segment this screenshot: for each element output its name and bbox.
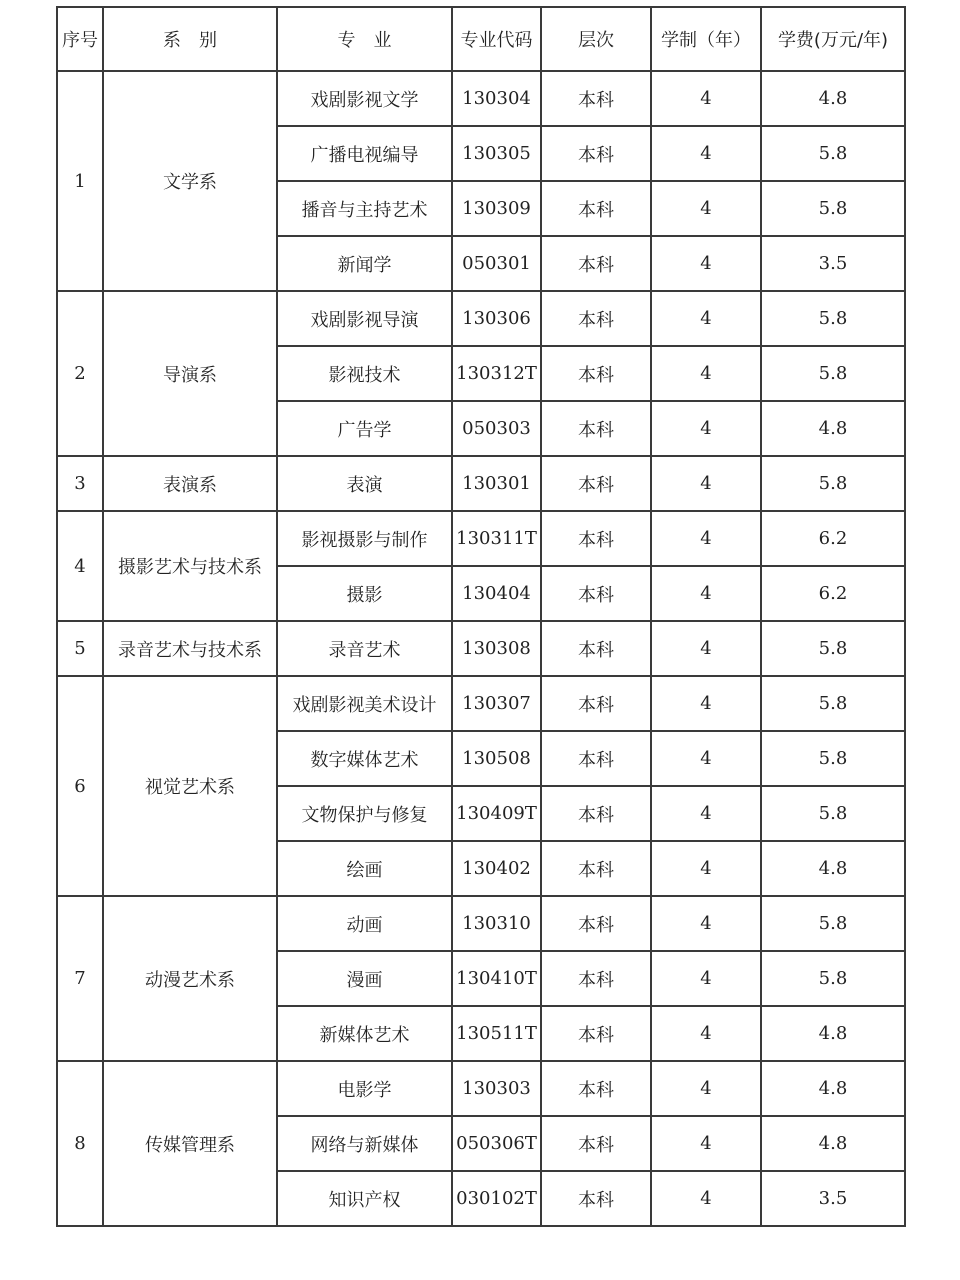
department-name: 传媒管理系: [103, 1061, 277, 1226]
major-name: 播音与主持艺术: [277, 181, 452, 236]
major-code: 130311T: [452, 511, 541, 566]
department-number: 3: [57, 456, 103, 511]
header-code: 专业代码: [452, 7, 541, 71]
major-name: 影视技术: [277, 346, 452, 401]
degree-level: 本科: [541, 896, 651, 951]
degree-level: 本科: [541, 566, 651, 621]
table-row: [57, 621, 905, 676]
study-years: 4: [651, 291, 761, 346]
fee-table: [56, 6, 906, 1227]
major-code: 130306: [452, 291, 541, 346]
study-years: 4: [651, 731, 761, 786]
major-code: 130305: [452, 126, 541, 181]
table-row: [57, 456, 905, 511]
major-name: 网络与新媒体: [277, 1116, 452, 1171]
department-number: 7: [57, 896, 103, 1061]
table-body: [57, 71, 905, 1226]
tuition-fee: 5.8: [761, 896, 905, 951]
degree-level: 本科: [541, 1171, 651, 1226]
major-code: 050301: [452, 236, 541, 291]
major-name: 戏剧影视导演: [277, 291, 452, 346]
major-name: 动画: [277, 896, 452, 951]
tuition-fee: 4.8: [761, 1116, 905, 1171]
major-name: 新闻学: [277, 236, 452, 291]
header-major: 专 业: [277, 7, 452, 71]
department-name: 文学系: [103, 71, 277, 291]
degree-level: 本科: [541, 511, 651, 566]
study-years: 4: [651, 1116, 761, 1171]
study-years: 4: [651, 1061, 761, 1116]
major-name: 数字媒体艺术: [277, 731, 452, 786]
tuition-fee: 5.8: [761, 291, 905, 346]
major-code: 050303: [452, 401, 541, 456]
tuition-fee: 5.8: [761, 126, 905, 181]
degree-level: 本科: [541, 126, 651, 181]
fee-table-container: [56, 6, 906, 1227]
major-code: 130404: [452, 566, 541, 621]
table-row: [57, 291, 905, 346]
header-level: 层次: [541, 7, 651, 71]
major-name: 戏剧影视文学: [277, 71, 452, 126]
department-name: 视觉艺术系: [103, 676, 277, 896]
major-code: 130304: [452, 71, 541, 126]
major-name: 漫画: [277, 951, 452, 1006]
header-years: 学制（年）: [651, 7, 761, 71]
major-code: 130301: [452, 456, 541, 511]
tuition-fee: 5.8: [761, 731, 905, 786]
tuition-fee: 5.8: [761, 621, 905, 676]
tuition-fee: 3.5: [761, 1171, 905, 1226]
major-name: 文物保护与修复: [277, 786, 452, 841]
study-years: 4: [651, 511, 761, 566]
major-code: 130307: [452, 676, 541, 731]
major-code: 130402: [452, 841, 541, 896]
tuition-fee: 5.8: [761, 181, 905, 236]
major-code: 130309: [452, 181, 541, 236]
study-years: 4: [651, 1006, 761, 1061]
tuition-fee: 4.8: [761, 401, 905, 456]
table-row: [57, 511, 905, 566]
tuition-fee: 4.8: [761, 841, 905, 896]
degree-level: 本科: [541, 456, 651, 511]
department-name: 摄影艺术与技术系: [103, 511, 277, 621]
study-years: 4: [651, 1171, 761, 1226]
header-num: 序号: [57, 7, 103, 71]
major-code: 130312T: [452, 346, 541, 401]
header-dept: 系 别: [103, 7, 277, 71]
major-code: 130410T: [452, 951, 541, 1006]
major-code: 050306T: [452, 1116, 541, 1171]
degree-level: 本科: [541, 291, 651, 346]
major-name: 摄影: [277, 566, 452, 621]
major-name: 录音艺术: [277, 621, 452, 676]
degree-level: 本科: [541, 621, 651, 676]
major-code: 130303: [452, 1061, 541, 1116]
tuition-fee: 4.8: [761, 71, 905, 126]
major-name: 知识产权: [277, 1171, 452, 1226]
study-years: 4: [651, 126, 761, 181]
study-years: 4: [651, 621, 761, 676]
major-name: 绘画: [277, 841, 452, 896]
department-number: 6: [57, 676, 103, 896]
degree-level: 本科: [541, 841, 651, 896]
study-years: 4: [651, 841, 761, 896]
study-years: 4: [651, 566, 761, 621]
table-row: [57, 896, 905, 951]
major-code: 130511T: [452, 1006, 541, 1061]
header-row: [57, 7, 905, 71]
major-code: 130508: [452, 731, 541, 786]
degree-level: 本科: [541, 951, 651, 1006]
study-years: 4: [651, 181, 761, 236]
degree-level: 本科: [541, 401, 651, 456]
department-number: 8: [57, 1061, 103, 1226]
department-name: 导演系: [103, 291, 277, 456]
major-name: 戏剧影视美术设计: [277, 676, 452, 731]
department-number: 5: [57, 621, 103, 676]
major-name: 广告学: [277, 401, 452, 456]
tuition-fee: 3.5: [761, 236, 905, 291]
major-name: 新媒体艺术: [277, 1006, 452, 1061]
study-years: 4: [651, 786, 761, 841]
department-number: 2: [57, 291, 103, 456]
tuition-fee: 5.8: [761, 346, 905, 401]
degree-level: 本科: [541, 71, 651, 126]
major-name: 影视摄影与制作: [277, 511, 452, 566]
table-row: [57, 676, 905, 731]
major-name: 广播电视编导: [277, 126, 452, 181]
study-years: 4: [651, 236, 761, 291]
tuition-fee: 4.8: [761, 1061, 905, 1116]
department-name: 录音艺术与技术系: [103, 621, 277, 676]
tuition-fee: 4.8: [761, 1006, 905, 1061]
department-name: 表演系: [103, 456, 277, 511]
major-code: 130308: [452, 621, 541, 676]
degree-level: 本科: [541, 786, 651, 841]
major-code: 130409T: [452, 786, 541, 841]
major-name: 电影学: [277, 1061, 452, 1116]
table-row: [57, 1061, 905, 1116]
degree-level: 本科: [541, 676, 651, 731]
tuition-fee: 6.2: [761, 566, 905, 621]
study-years: 4: [651, 951, 761, 1006]
tuition-fee: 5.8: [761, 951, 905, 1006]
department-number: 1: [57, 71, 103, 291]
degree-level: 本科: [541, 1061, 651, 1116]
department-number: 4: [57, 511, 103, 621]
study-years: 4: [651, 71, 761, 126]
degree-level: 本科: [541, 1006, 651, 1061]
tuition-fee: 5.8: [761, 676, 905, 731]
degree-level: 本科: [541, 236, 651, 291]
study-years: 4: [651, 676, 761, 731]
major-name: 表演: [277, 456, 452, 511]
degree-level: 本科: [541, 181, 651, 236]
degree-level: 本科: [541, 1116, 651, 1171]
table-row: [57, 71, 905, 126]
department-name: 动漫艺术系: [103, 896, 277, 1061]
major-code: 130310: [452, 896, 541, 951]
study-years: 4: [651, 896, 761, 951]
header-fee: 学费(万元/年): [761, 7, 905, 71]
study-years: 4: [651, 346, 761, 401]
study-years: 4: [651, 401, 761, 456]
tuition-fee: 5.8: [761, 456, 905, 511]
study-years: 4: [651, 456, 761, 511]
tuition-fee: 6.2: [761, 511, 905, 566]
degree-level: 本科: [541, 731, 651, 786]
major-code: 030102T: [452, 1171, 541, 1226]
tuition-fee: 5.8: [761, 786, 905, 841]
degree-level: 本科: [541, 346, 651, 401]
